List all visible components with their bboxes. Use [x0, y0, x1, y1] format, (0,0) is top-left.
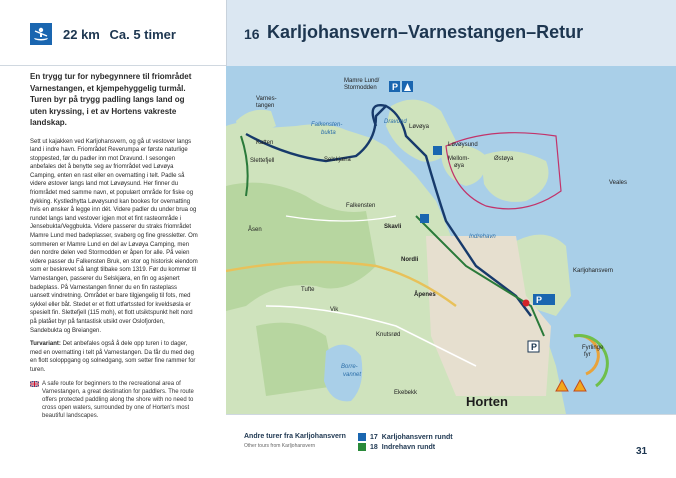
map-label-selskjaera: Selskjæra [324, 157, 351, 163]
lead-paragraph: En trygg tur for nybegynnere til friområdet Varnestangen, et kjempehyggelig turmål. Turen byr på trygg padling langs land og uten kryssing, i et av Hortens vakreste landskap. [30, 72, 192, 127]
map-label-vik: Vik [330, 307, 339, 313]
svg-text:bukta: bukta [321, 130, 336, 136]
svg-text:øya: øya [454, 163, 465, 169]
map-label-mellomoya: Mellom- [448, 156, 470, 162]
svg-text:P: P [531, 342, 538, 352]
map-label-veales: Veales [609, 180, 628, 186]
toilet-icon [544, 294, 555, 305]
map-label-ekebekk: Ekebekk [394, 390, 418, 396]
body-paragraph: Sett ut kajakken ved Karljohansvern, og gå ut vestover langs land i indre havn. Friområdet Reverumpa er første naturlige stoppested, før du padler inn mot Dravund. I sesongen anbefales det å benytte seg av friområdet ved Løvøya Camping, enten en rast eller en overnatting i telt. Padle så videre østover langs land mot Løvøysund. Her finner du friområdet med samme navn, et populært område for fiske og dykking. Kystledhytta Løvøysund kan bookes for overnatting hvis en ønsker å legge inn dét. Videre padler du under brua og rundet langs land vestover igjen mot et fint rasteområde i Jensebukta/Veggbukta. Videre passerer du straks friområdet Mamre Lund med badeplasser, svaberg og fine gressletter. Om sommeren er Mamre Lund en del av Løvøya Camping, men den nordre delen ved Stormodden er åpen for alle. På veien videre passer du Falkensten Bruk, en stor og historisk eiendom som er beskrevet så langt tilbake som 1319. Før du kommer til Varnestangen, passerer du Selskjæra, en fin og asjenert badeplass. På Varnestangen finner du en fin rasteplass uansett vindretning. Området er bare tilgjengelig til fots, med sykkel eller båt. Stedet er et flott utfartssted for kveldsøsla er spesielt fin. Slettefjell (115 moh), et flott utsiktspunkt helt nord på platået byr på fantastisk utsikt over Oslofjorden, Sandebukta og Breiangen. [30, 138, 198, 334]
start-point-icon [523, 300, 530, 307]
map-label-dravund: Dravund [384, 119, 407, 125]
svg-text:fyr: fyr [584, 352, 591, 358]
toilet-icon [420, 214, 429, 223]
duration: Ca. 5 timer [109, 27, 176, 42]
page-number: 31 [636, 446, 648, 457]
route-map [226, 66, 676, 414]
map-label-slettefjell: Slettefjell [250, 158, 275, 164]
map-label-knutsrod: Knutsrød [376, 332, 401, 338]
tour-name: Karljohansvern rundt [381, 433, 453, 441]
map-label-karljohansvern: Karljohansvern [573, 268, 614, 274]
kayak-icon [30, 23, 52, 45]
svg-text:vannet: vannet [343, 372, 362, 378]
svg-text:tangen: tangen [256, 103, 275, 109]
distance: 22 km [63, 27, 100, 42]
english-text: A safe route for beginners to the recreational area of Varnestangen, a great destination for paddlers. The route offers protected paddling along the shore with no need to cross open waters, surrounded by one of Horten's most beautiful landscapes. [42, 380, 194, 420]
map-label-asen: Åsen [248, 227, 262, 233]
map-label-lovoysund: Løvøysund [448, 142, 478, 148]
map-label-ostoya: Østøya [494, 156, 514, 162]
map-label-borrevannet: Borre- [341, 364, 358, 370]
route-number: 16 [244, 26, 260, 42]
map-label-tufte: Tufte [301, 287, 315, 293]
hiking-tour-icon [358, 443, 366, 451]
map-label-falkensten-bukta: Falkensten- [311, 122, 343, 128]
map-label-indrehavn: Indrehavn [469, 234, 496, 240]
other-tour-item [358, 433, 453, 441]
map-label-horten: Horten [466, 394, 508, 409]
map-label-apenes: Åpenes [414, 292, 436, 298]
tour-variant-text: Det anbefales også å dele opp turen i to dager, med en overnatting i telt på Varnestangen. Da får du med deg en flott soloppgang og solnedgang, som setter fine rammer for turen. [30, 341, 196, 373]
map-label-skavli: Skavli [384, 224, 402, 230]
route-title: Karljohansvern–Varnestangen–Retur [267, 22, 584, 42]
svg-text:Stormodden: Stormodden [344, 85, 377, 91]
map-label-fyrlinge: Fyrlinge [582, 345, 604, 351]
other-tours-subtitle: Other tours from Karljohansvern [244, 443, 316, 449]
tour-number: 18 [370, 443, 378, 451]
english-summary [30, 380, 198, 421]
map-label-varnestangen: Varnes- [256, 96, 277, 102]
svg-text:P: P [392, 82, 399, 92]
tour-variant-label: Turvariant: [30, 341, 61, 348]
other-tours-title: Andre turer fra Karljohansvern [244, 433, 346, 440]
map-label-nordli: Nordli [401, 257, 419, 263]
tour-name: Indrehavn rundt [381, 443, 436, 451]
map-label-mamre-lund: Mamre Lund/ [344, 78, 380, 84]
uk-flag-icon [30, 381, 39, 387]
tour-number: 17 [370, 433, 378, 441]
map-label-falkensten: Falkensten [346, 203, 376, 209]
map-label-katten: Katten [256, 140, 274, 146]
map-label-lovoya: Løvøya [409, 124, 430, 130]
kayak-tour-icon [358, 433, 366, 441]
svg-text:P: P [536, 295, 543, 305]
tour-variant [30, 340, 198, 374]
toilet-icon [433, 146, 442, 155]
description-column [30, 71, 198, 421]
other-tour-item [358, 443, 435, 451]
distance-duration [63, 27, 182, 42]
